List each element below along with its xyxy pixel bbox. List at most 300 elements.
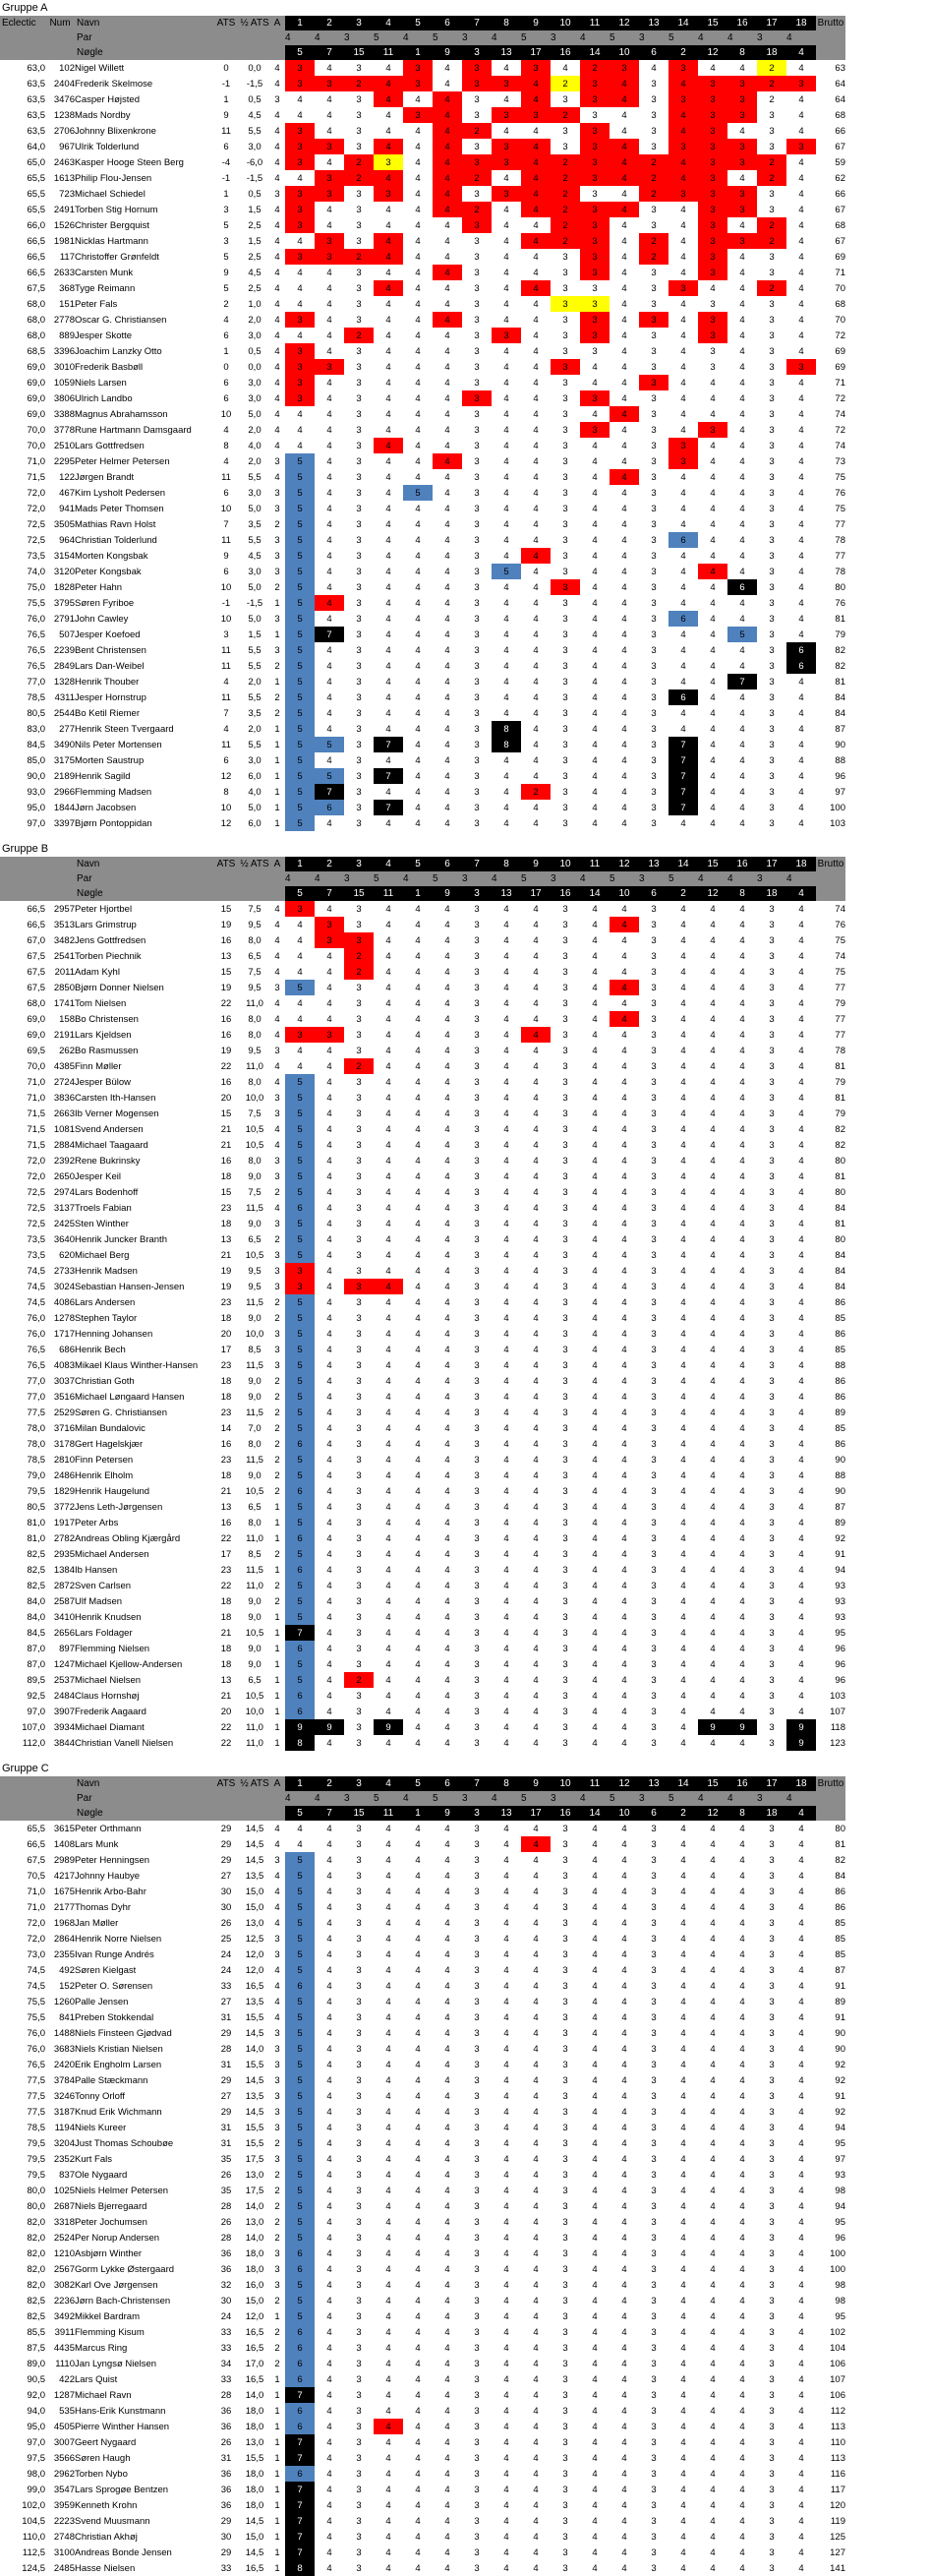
hole-score-cell: 4 (533, 1674, 539, 1686)
hole-score-cell: 4 (739, 817, 745, 829)
ats-cell: 9 (223, 109, 229, 121)
hole-score-cell: 3 (651, 919, 657, 930)
hole-score-cell: 3 (474, 424, 480, 436)
hole-score-cell: 4 (798, 2452, 804, 2464)
hole-score-cell: 3 (580, 91, 610, 107)
hole-score-cell: 3 (356, 141, 362, 152)
hole-score-cell: 4 (739, 1422, 745, 1434)
hole-score-cell: 4 (503, 1917, 509, 1929)
hole-score-cell: 4 (533, 1454, 539, 1466)
header-par-value: 4 (492, 30, 521, 45)
hole-score-cell: 4 (610, 980, 639, 995)
ats-cell: 15 (220, 903, 232, 915)
hole-score-cell: 4 (621, 1532, 627, 1544)
hole-score-cell: 4 (621, 691, 627, 703)
eclectic-cell: 67,5 (27, 982, 45, 993)
hole-score-cell: 3 (562, 2373, 568, 2385)
hole-score-cell: 4 (444, 1917, 450, 1929)
hole-score-cell: 4 (374, 233, 403, 249)
hole-score-cell: 4 (621, 1501, 627, 1513)
header-hole: 8 (492, 1776, 521, 1791)
header-key-value: 5 (285, 1806, 315, 1821)
hole-score-cell: 4 (798, 2059, 804, 2070)
header-par-value: 4 (786, 30, 816, 45)
eclectic-cell: 97,0 (27, 817, 45, 829)
hole-score-cell: 6 (285, 1483, 315, 1499)
hole-score-cell: 4 (710, 1854, 716, 1866)
hole-score-cell: 4 (326, 723, 332, 735)
hole-score-cell: 3 (356, 2169, 362, 2181)
hole-score-cell: 3 (356, 2090, 362, 2102)
a-cell: 4 (274, 1886, 280, 1897)
hole-score-cell: 3 (474, 2216, 480, 2228)
a-cell: 3 (274, 982, 280, 993)
hole-score-cell: 4 (533, 2200, 539, 2212)
hole-score-cell: 3 (474, 1296, 480, 1308)
hole-score-cell: 5 (285, 1184, 315, 1200)
hole-score-cell: 5 (285, 2104, 315, 2120)
hole-score-cell: 5 (285, 980, 315, 995)
hole-score-cell: 4 (739, 1627, 745, 1639)
hole-score-cell: 3 (356, 1296, 362, 1308)
brutto-cell: 81 (835, 1092, 845, 1104)
hole-score-cell: 4 (680, 2074, 686, 2086)
num-cell: 3410 (53, 1611, 75, 1623)
hole-score-cell: 4 (297, 424, 303, 436)
hole-score-cell: 3 (651, 1517, 657, 1528)
hole-score-cell: 4 (680, 2484, 686, 2495)
hole-score-cell: 4 (503, 1595, 509, 1607)
hole-score-cell: 4 (592, 660, 598, 672)
hole-score-cell: 4 (739, 1517, 745, 1528)
hole-score-cell: 4 (710, 1548, 716, 1560)
half-ats-cell: 15,5 (245, 2011, 264, 2023)
hole-score-cell: 4 (433, 139, 462, 154)
half-ats-cell: 18,0 (245, 2405, 264, 2417)
hole-score-cell: 4 (592, 1202, 598, 1214)
brutto-cell: 86 (835, 1886, 845, 1897)
table-row (0, 1420, 845, 1436)
hole-score-cell: 3 (651, 1485, 657, 1497)
hole-score-cell: 3 (356, 2436, 362, 2448)
hole-score-cell: 4 (798, 2515, 804, 2527)
ats-cell: 35 (220, 2153, 232, 2165)
hole-score-cell: 4 (710, 2342, 716, 2354)
header-key-value: 2 (668, 886, 698, 901)
eclectic-cell: 75,5 (27, 597, 45, 609)
hole-score-cell: 4 (710, 1706, 716, 1717)
hole-score-cell: 4 (415, 754, 421, 766)
hole-score-cell: 4 (680, 1469, 686, 1481)
hole-score-cell: 4 (680, 1532, 686, 1544)
hole-score-cell: 4 (680, 1296, 686, 1308)
hole-score-cell: 4 (710, 1611, 716, 1623)
num-cell: 2529 (53, 1407, 75, 1418)
hole-score-cell: 4 (503, 1013, 509, 1025)
hole-score-cell: 4 (503, 934, 509, 946)
header-par-value: 4 (580, 1791, 610, 1806)
hole-score-cell: 4 (385, 1706, 391, 1717)
hole-score-cell: 4 (503, 2436, 509, 2448)
a-cell: 3 (274, 1108, 280, 1119)
brutto-cell: 119 (830, 2515, 845, 2527)
group-title: Gruppe C (2, 1763, 49, 1774)
hole-score-cell: 4 (533, 982, 539, 993)
ats-cell: 22 (220, 1721, 232, 1733)
hole-score-cell: 4 (533, 2090, 539, 2102)
hole-score-cell: 4 (326, 518, 332, 530)
hole-score-cell: 3 (698, 249, 727, 265)
hole-score-cell: 4 (326, 903, 332, 915)
hole-score-cell: 4 (415, 1438, 421, 1450)
hole-score-cell: 3 (356, 2153, 362, 2165)
table-row (0, 579, 845, 595)
hole-score-cell: 4 (621, 2200, 627, 2212)
hole-score-cell: 4 (444, 1186, 450, 1198)
hole-score-cell: 3 (562, 770, 568, 782)
player-name-cell: Jens Gottfredsen (75, 934, 146, 946)
half-ats-cell: 12,0 (245, 1964, 264, 1976)
hole-score-cell: 4 (798, 739, 804, 750)
ats-cell: 31 (220, 2059, 232, 2070)
hole-score-cell: 4 (798, 408, 804, 420)
hole-score-cell: 4 (592, 1737, 598, 1749)
num-cell: 2510 (53, 440, 75, 451)
hole-score-cell: 4 (798, 1454, 804, 1466)
table-row (0, 2135, 845, 2151)
brutto-cell: 82 (835, 1139, 845, 1151)
hole-score-cell: 4 (385, 2043, 391, 2055)
hole-score-cell: 5 (285, 2167, 315, 2183)
ats-cell: 11 (221, 691, 231, 703)
hole-score-cell: 4 (592, 1123, 598, 1135)
header-par-value: 5 (433, 30, 462, 45)
ats-cell: 9 (223, 267, 229, 278)
hole-score-cell: 3 (356, 188, 362, 200)
hole-score-cell: 4 (533, 2263, 539, 2275)
hole-score-cell: 4 (533, 1123, 539, 1135)
header-hole: 1 (285, 1776, 315, 1791)
hole-score-cell: 3 (474, 1375, 480, 1387)
table-row (0, 2387, 845, 2403)
hole-score-cell: 3 (474, 2562, 480, 2574)
hole-score-cell: 4 (415, 2279, 421, 2291)
hole-score-cell: 4 (374, 2419, 403, 2434)
eclectic-cell: 84,5 (27, 1627, 45, 1639)
hole-score-cell: 4 (798, 2263, 804, 2275)
hole-score-cell: 4 (415, 1422, 421, 1434)
hole-score-cell: 3 (474, 1029, 480, 1041)
a-cell: 3 (274, 1218, 280, 1229)
hole-score-cell: 3 (551, 296, 580, 312)
hole-score-cell: 4 (385, 2011, 391, 2023)
hole-score-cell: 4 (503, 455, 509, 467)
header-blank (212, 45, 240, 60)
hole-score-cell: 7 (285, 2450, 315, 2466)
brutto-cell: 110 (830, 2436, 845, 2448)
hole-score-cell: 4 (415, 2452, 421, 2464)
a-cell: 1 (274, 2546, 280, 2558)
header-hole: 10 (551, 16, 580, 30)
hole-score-cell: 4 (798, 566, 804, 577)
hole-score-cell: 4 (444, 1658, 450, 1670)
header-key-value: 16 (551, 886, 580, 901)
hole-score-cell: 4 (680, 503, 686, 514)
hole-score-cell: 4 (680, 2185, 686, 2196)
hole-score-cell: 3 (562, 1296, 568, 1308)
hole-score-cell: 3 (562, 2468, 568, 2480)
brutto-cell: 84 (835, 1265, 845, 1277)
header-brutto: Brutto (817, 859, 844, 869)
hole-score-cell: 4 (680, 2562, 686, 2574)
hole-score-cell: 4 (444, 78, 450, 90)
hole-score-cell: 4 (503, 2326, 509, 2338)
hole-score-cell: 4 (503, 1296, 509, 1308)
eclectic-cell: 102,0 (22, 2499, 45, 2511)
num-cell: 3836 (53, 1092, 75, 1104)
hole-score-cell: 4 (592, 1060, 598, 1072)
brutto-cell: 69 (835, 345, 845, 357)
hole-score-cell: 4 (710, 739, 716, 750)
header-key-value: 8 (727, 1806, 757, 1821)
hole-score-cell: 4 (710, 2122, 716, 2133)
header-par-value: 4 (492, 871, 521, 886)
hole-score-cell: 3 (651, 2468, 657, 2480)
hole-score-cell: 3 (769, 1029, 775, 1041)
hole-score-cell: 4 (444, 1964, 450, 1976)
hole-score-cell: 5 (285, 1947, 315, 1962)
header-hole: 18 (786, 16, 816, 30)
hole-score-cell: 3 (474, 2185, 480, 2196)
table-row (0, 1106, 845, 1121)
hole-score-cell: 4 (621, 707, 627, 719)
hole-score-cell: 4 (503, 1580, 509, 1591)
header-hole: 2 (315, 1776, 344, 1791)
hole-score-cell: 4 (739, 1917, 745, 1929)
hole-score-cell: 4 (385, 2484, 391, 2495)
ats-cell: 27 (220, 1996, 232, 2007)
hole-score-cell: 5 (285, 469, 315, 485)
hole-score-cell: 4 (621, 251, 627, 263)
hole-score-cell: 4 (680, 1933, 686, 1945)
hole-score-cell: 5 (285, 1931, 315, 1947)
hole-score-cell: 3 (562, 503, 568, 514)
a-cell: 3 (274, 1045, 280, 1056)
eclectic-cell: 65,5 (27, 172, 45, 184)
hole-score-cell: 4 (326, 754, 332, 766)
hole-score-cell: 4 (592, 1485, 598, 1497)
half-ats-cell: 15,5 (245, 2452, 264, 2464)
hole-score-cell: 2 (580, 60, 610, 76)
hole-score-cell: 3 (580, 217, 610, 233)
hole-score-cell: 4 (621, 1265, 627, 1277)
eclectic-cell: 77,0 (27, 1375, 45, 1387)
hole-score-cell: 4 (621, 1517, 627, 1528)
hole-score-cell: 4 (592, 1838, 598, 1850)
hole-score-cell: 4 (533, 1948, 539, 1960)
player-name-cell: Lars Grimstrup (75, 919, 137, 930)
table-row (0, 1483, 845, 1499)
hole-score-cell: 3 (651, 282, 657, 294)
hole-score-cell: 4 (415, 1901, 421, 1913)
ats-cell: 1 (223, 345, 229, 357)
ats-cell: 26 (220, 2169, 232, 2181)
hole-score-cell: 5 (285, 784, 315, 800)
hole-score-cell: 3 (474, 2122, 480, 2133)
hole-score-cell: 4 (533, 1964, 539, 1976)
hole-score-cell: 5 (285, 2183, 315, 2198)
hole-score-cell: 4 (592, 1233, 598, 1245)
hole-score-cell: 4 (533, 2153, 539, 2165)
player-name-cell: Johnny Haubye (75, 1870, 141, 1882)
hole-score-cell: 3 (474, 1690, 480, 1702)
hole-score-cell: 3 (698, 123, 727, 139)
brutto-cell: 96 (835, 1658, 845, 1670)
hole-score-cell: 4 (680, 2153, 686, 2165)
half-ats-cell: 7,5 (248, 966, 262, 978)
hole-score-cell: 3 (356, 1233, 362, 1245)
hole-score-cell: 4 (415, 141, 421, 152)
hole-score-cell: 3 (562, 314, 568, 326)
num-cell: 3795 (53, 597, 75, 609)
hole-score-cell: 3 (474, 2546, 480, 2558)
hole-score-cell: 4 (798, 1469, 804, 1481)
hole-score-cell: 4 (326, 1155, 332, 1167)
half-ats-cell: 9,0 (248, 1375, 262, 1387)
ats-cell: 4 (223, 424, 229, 436)
hole-score-cell: 3 (769, 125, 775, 137)
eclectic-cell: 82,0 (27, 2216, 45, 2228)
hole-score-cell: 4 (680, 1674, 686, 1686)
hole-score-cell: 4 (415, 518, 421, 530)
hole-score-cell: 4 (385, 109, 391, 121)
brutto-cell: 67 (835, 141, 845, 152)
header-hole: 13 (639, 16, 668, 30)
hole-score-cell: 4 (739, 298, 745, 310)
player-name-cell: Mads Peter Thomsen (75, 503, 164, 514)
hole-score-cell: 4 (444, 392, 450, 404)
hole-score-cell: 3 (356, 1312, 362, 1324)
hole-score-cell: 4 (710, 1013, 716, 1025)
eclectic-cell: 74,5 (27, 1265, 45, 1277)
hole-score-cell: 4 (385, 1595, 391, 1607)
hole-score-cell: 4 (415, 597, 421, 609)
hole-score-cell: 3 (769, 1265, 775, 1277)
hole-score-cell: 4 (444, 1721, 450, 1733)
header-key-value: 4 (786, 886, 816, 901)
hole-score-cell: 4 (798, 1249, 804, 1261)
a-cell: 2 (274, 2169, 280, 2181)
ats-cell: 7 (223, 707, 229, 719)
hole-score-cell: 4 (592, 1249, 598, 1261)
hole-score-cell: 3 (285, 312, 315, 328)
hole-score-cell: 4 (592, 518, 598, 530)
hole-score-cell: 4 (533, 1564, 539, 1576)
player-name-cell: Andreas Bonde Jensen (75, 2546, 172, 2558)
hole-score-cell: 3 (356, 408, 362, 420)
half-ats-cell: 0,5 (248, 345, 262, 357)
num-cell: 4217 (53, 1870, 75, 1882)
hole-score-cell: 3 (356, 1092, 362, 1104)
hole-score-cell: 4 (444, 934, 450, 946)
hole-score-cell: 3 (651, 298, 657, 310)
hole-score-cell: 4 (415, 1092, 421, 1104)
hole-score-cell: 3 (562, 2310, 568, 2322)
hole-score-cell: 4 (415, 644, 421, 656)
ats-cell: 28 (220, 2389, 232, 2401)
hole-score-cell: 3 (474, 1139, 480, 1151)
hole-score-cell: 4 (610, 469, 639, 485)
hole-score-cell: 3 (356, 1170, 362, 1182)
hole-score-cell: 4 (503, 2389, 509, 2401)
hole-score-cell: 3 (562, 2295, 568, 2306)
hole-score-cell: 3 (474, 1580, 480, 1591)
header-key-value: 11 (374, 886, 403, 901)
hole-score-cell: 3 (580, 233, 610, 249)
hole-score-cell: 4 (592, 1281, 598, 1292)
hole-score-cell: 4 (798, 1501, 804, 1513)
header-eclectic (0, 857, 45, 871)
hole-score-cell: 3 (474, 314, 480, 326)
hole-score-cell: 3 (562, 534, 568, 546)
hole-score-cell: 4 (621, 1690, 627, 1702)
ats-cell: 22 (220, 997, 232, 1009)
hole-score-cell: 3 (651, 2373, 657, 2385)
hole-score-cell: 4 (385, 2137, 391, 2149)
brutto-cell: 94 (835, 2200, 845, 2212)
hole-score-cell: 3 (651, 1611, 657, 1623)
brutto-cell: 85 (835, 1917, 845, 1929)
eclectic-cell: 112,0 (22, 1737, 45, 1749)
hole-score-cell: 4 (621, 2153, 627, 2165)
hole-score-cell: 3 (356, 1580, 362, 1591)
hole-score-cell: 4 (533, 2326, 539, 2338)
hole-score-cell: 3 (769, 1186, 775, 1198)
hole-score-cell: 3 (651, 1870, 657, 1882)
hole-score-cell: 3 (651, 392, 657, 404)
hole-score-cell: 4 (710, 1139, 716, 1151)
hole-score-cell: 4 (592, 597, 598, 609)
hole-score-cell: 4 (680, 298, 686, 310)
hole-score-cell: 4 (533, 408, 539, 420)
table-row (0, 170, 845, 186)
hole-score-cell: 4 (326, 1485, 332, 1497)
hole-score-cell: 3 (651, 408, 657, 420)
ats-cell: 6 (223, 377, 229, 389)
hole-score-cell: 4 (621, 1674, 627, 1686)
num-cell: 3204 (53, 2137, 75, 2149)
hole-score-cell: 3 (698, 265, 727, 280)
header-row-key (0, 45, 930, 60)
hole-score-cell: 3 (315, 170, 344, 186)
hole-score-cell: 4 (415, 267, 421, 278)
hole-score-cell: 4 (798, 1690, 804, 1702)
hole-score-cell: 4 (385, 1948, 391, 1960)
eclectic-cell: 63,5 (27, 125, 45, 137)
a-cell: 3 (274, 644, 280, 656)
header-hole: 7 (462, 857, 492, 871)
brutto-cell: 97 (835, 786, 845, 798)
hole-score-cell: 5 (285, 2151, 315, 2167)
hole-score-cell: 4 (503, 1391, 509, 1403)
a-cell: 2 (274, 691, 280, 703)
hole-score-cell: 4 (521, 76, 551, 91)
brutto-cell: 76 (835, 487, 845, 499)
num-cell: 2778 (53, 314, 75, 326)
hole-score-cell: 3 (356, 2295, 362, 2306)
hole-score-cell: 4 (385, 392, 391, 404)
hole-score-cell: 3 (562, 1501, 568, 1513)
